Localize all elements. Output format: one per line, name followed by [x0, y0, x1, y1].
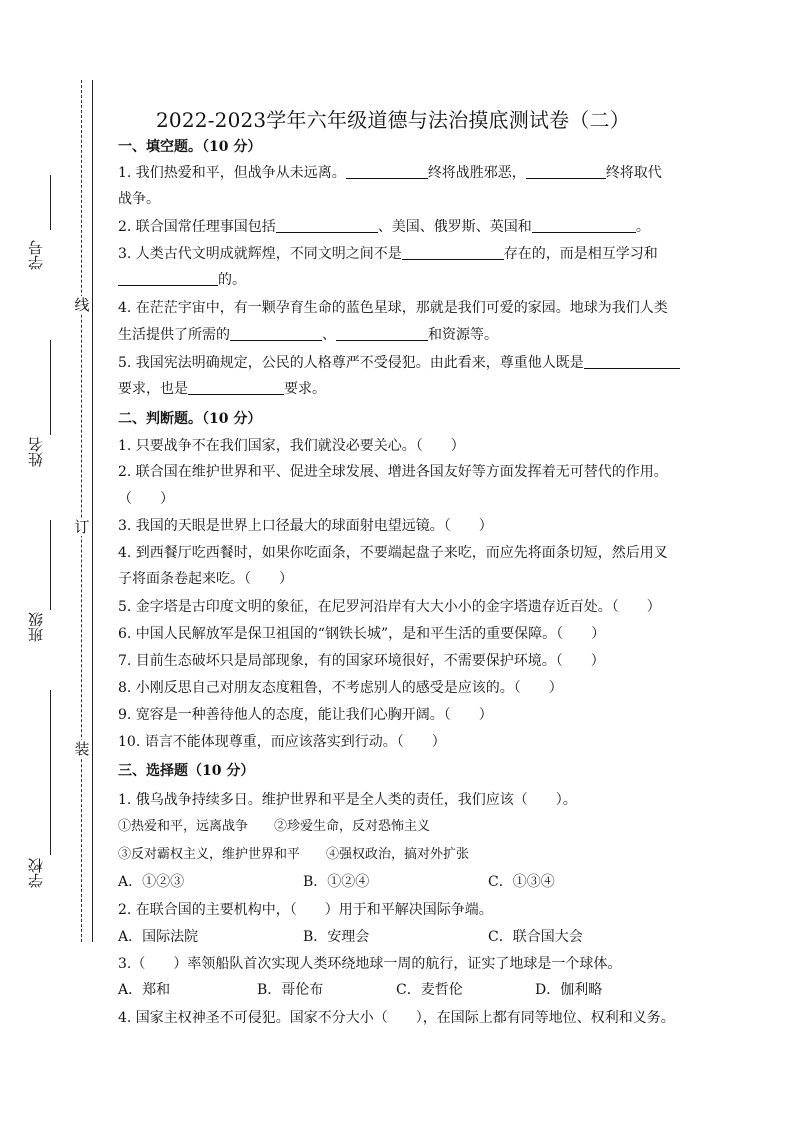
judge-line: 7. 目前生态破坏只是局部现象，有的国家环境很好，不需要保护环境。（ ） — [118, 653, 605, 669]
judge-line: 3. 我国的天眼是世界上口径最大的球面射电望远镜。（ ） — [118, 518, 493, 534]
fill-q5-text3: 要求。 — [284, 381, 326, 397]
class-line[interactable] — [50, 520, 51, 610]
choice-q1-option-b[interactable]: B．①②④ — [303, 874, 370, 890]
binding-margin — [0, 0, 100, 1123]
section1-heading: 一、填空题。（10 分） — [118, 139, 262, 155]
judge-line: 8. 小刚反思自己对朋友态度粗鲁，不考虑别人的感受是应该的。（ ） — [118, 680, 563, 696]
fill-q3-line2 — [118, 270, 246, 290]
choice-q3-option-b[interactable]: B．哥伦布 — [257, 982, 324, 998]
choice-q2: 2. 在联合国的主要机构中，（ ）用于和平解决国际争端。 — [118, 902, 493, 918]
choice-q2-option-a[interactable]: A．国际法院 — [118, 929, 199, 945]
judge-line: 1. 只要战争不在我们国家，我们就没必要关心。（ ） — [118, 438, 465, 454]
fill-q4-blank2[interactable] — [336, 326, 428, 341]
fill-q2-text2: 、美国、俄罗斯、英国和 — [377, 219, 532, 235]
fill-q4-line1: 4. 在茫茫宇宙中，有一颗孕育生命的蓝色星球，那就是我们可爱的家园。地球为我们人类 — [118, 300, 668, 316]
school-line[interactable] — [50, 690, 51, 855]
fill-q3-line1 — [118, 244, 658, 264]
fill-q1-blank1[interactable] — [346, 164, 428, 179]
student-id-label: 学号 — [27, 240, 45, 270]
choice-q1-option-a[interactable]: A．①②③ — [118, 874, 185, 890]
fill-q1-blank2[interactable] — [526, 164, 606, 179]
fill-q4-text2: 、 — [322, 327, 336, 343]
fill-q3-blank2[interactable] — [118, 271, 218, 286]
fill-q5-text2: 要求，也是 — [118, 381, 188, 397]
gutter-char-zhuang: 装 — [74, 740, 90, 758]
gutter-char-xian: 线 — [74, 296, 90, 314]
binding-dashed-line — [81, 80, 82, 942]
fill-q3-blank1[interactable] — [402, 245, 504, 260]
fill-q4-blank1[interactable] — [230, 326, 322, 341]
fill-q5-line1 — [118, 353, 680, 373]
choice-q4: 4. 国家主权神圣不可侵犯。国家不分大小（ ），在国际上都有同等地位、权利和义务。 — [118, 1010, 675, 1026]
fill-q5-blank2[interactable] — [188, 380, 284, 395]
choice-q1-option-c[interactable]: C．①③④ — [488, 874, 555, 890]
fill-q2-blank1[interactable] — [276, 218, 378, 233]
fill-q4-line2 — [118, 325, 498, 345]
judge-line: 6. 中国人民解放军是保卫祖国的“钢铁长城”，是和平生活的重要保障。（ ） — [118, 626, 606, 642]
class-label: 班级 — [27, 612, 45, 642]
gutter-char-ding: 订 — [74, 518, 90, 536]
fill-q5-blank1[interactable] — [584, 354, 680, 369]
judge-line: 9. 宽容是一种善待他人的态度，能让我们心胸开阔。（ ） — [118, 707, 493, 723]
fill-q2-blank2[interactable] — [532, 218, 636, 233]
judge-line: 5. 金字塔是古印度文明的象征，在尼罗河沿岸有大大小小的金字塔遗存近百处。（ ） — [118, 599, 661, 615]
fill-q5-text: 5. 我国宪法明确规定，公民的人格尊严不受侵犯。由此看来，尊重他人既是 — [118, 355, 584, 371]
judge-line: 2. 联合国在维护世界和平、促进全球发展、增进各国友好等方面发挥着无可替代的作用。 — [118, 464, 668, 480]
fill-q3-text3: 的。 — [218, 272, 246, 288]
choice-q3-option-c[interactable]: C．麦哲伦 — [396, 982, 463, 998]
judge-line: 子将面条卷起来吃。（ ） — [118, 571, 293, 587]
choice-q2-option-c[interactable]: C．联合国大会 — [488, 929, 583, 945]
fill-q2-text3: 。 — [635, 219, 650, 235]
choice-q1-statements-1: ①热爱和平，远离战争 ②珍爱生命，反对恐怖主义 — [118, 819, 431, 834]
fill-q1-text3: 终将取代 — [605, 165, 662, 181]
choice-q3-option-d[interactable]: D．伽利略 — [535, 982, 603, 998]
fill-q1-text: 1. 我们热爱和平，但战争从未远离。 — [118, 165, 346, 181]
name-label: 姓名 — [27, 437, 45, 467]
fill-q1-line2: 战争。 — [118, 191, 160, 207]
fill-q3-text2: 存在的，而是相互学习和 — [503, 246, 658, 262]
fill-q5-line2 — [118, 379, 326, 399]
binding-solid-line — [92, 80, 93, 942]
choice-q3-option-a[interactable]: A．郑和 — [118, 982, 171, 998]
name-line[interactable] — [50, 340, 51, 435]
choice-q3: 3.（ ）率领船队首次实现人类环绕地球一周的航行，证实了地球是一个球体。 — [118, 956, 622, 972]
exam-title: 2022-2023学年六年级道德与法治摸底测试卷（二） — [156, 108, 630, 132]
fill-q4-text: 生活提供了所需的 — [118, 327, 230, 343]
fill-q3-text: 3. 人类古代文明成就辉煌，不同文明之间不是 — [118, 246, 402, 262]
choice-q1-statements-2: ③反对霸权主义，维护世界和平 ④强权政治，搞对外扩张 — [118, 847, 470, 862]
judge-line: 4. 到西餐厅吃西餐时，如果你吃面条，不要端起盘子来吃，而应先将面条切短，然后用叉 — [118, 545, 668, 561]
choice-q2-option-b[interactable]: B．安理会 — [303, 929, 370, 945]
judge-line: 10. 语言不能体现尊重，而应该落实到行动。（ ） — [118, 734, 446, 750]
school-label: 学校 — [27, 858, 45, 888]
student-id-line[interactable] — [50, 175, 51, 230]
fill-q1-text2: 终将战胜邪恶， — [427, 165, 526, 181]
fill-q1-line1 — [118, 163, 662, 183]
fill-q4-text3: 和资源等。 — [428, 327, 498, 343]
choice-q1: 1. 俄乌战争持续多日。维护世界和平是全人类的责任，我们应该（ ）。 — [118, 792, 577, 808]
section3-heading: 三、选择题（10 分） — [118, 763, 255, 779]
judge-line: （ ） — [118, 491, 174, 507]
fill-q2-text: 2. 联合国常任理事国包括 — [118, 219, 276, 235]
fill-q2 — [118, 217, 650, 237]
section2-heading: 二、判断题。（10 分） — [118, 411, 262, 427]
